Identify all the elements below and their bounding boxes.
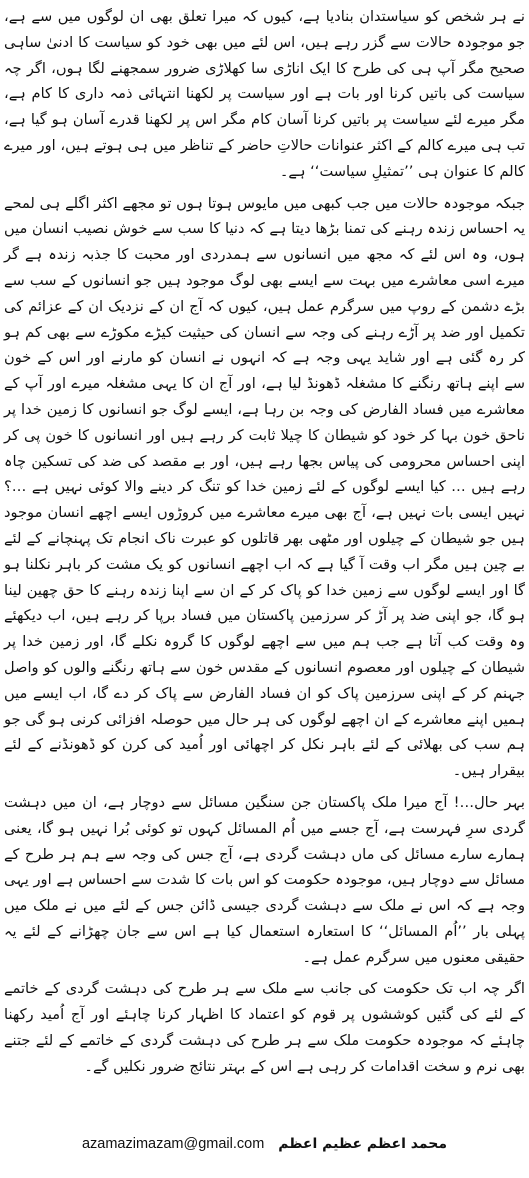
author-signature bbox=[0, 1136, 529, 1152]
article-paragraph-3: بہر حال…! آج میرا ملک پاکستان جن سنگین مسائل سے دوچار ہے، ان میں دہشت گردی سرِ فہرست ہے، آج جسے میں اُم المسائل کہوں تو کوئی بُرا نہیں ہو گا، یعنی ہمارے سارے مسائل کی ماں دہشت گردی ہے، آج جس کی وجہ سے ہم ہر طرح کے مسائل سے دوچار ہیں، موجودہ حکومت کو اس بات کا شدت سے احساس ہے اور یہی وجہ ہے کہ اس نے ملک سے دہشت گردی جیسی ڈائن جس کے لئے میں نے ملک میں پہلی بار ’’اُم المسائل‘‘ کا استعارہ استعمال کیا ہے اس سے جان چھڑانے کے لئے یہ حقیقی معنوں میں سرگرم عمل ہے۔ bbox=[4, 793, 525, 966]
author-name: محمد اعظم عظیم اعظم bbox=[278, 1136, 448, 1152]
article-paragraph-2: جبکہ موجودہ حالات میں جب کبھی میں مایوس ہوتا ہوں تو مجھے اکثر اگلے ہی لمحے یہ احساس زندہ رہنے کی تمنا بڑھا دیتا ہے کہ دنیا کا سب سے خوش نصیب انسان میں ہوں، وہ اس لئے کہ مجھ میں انسانوں سے ہمدردی اور محبت کا جذبہ زندہ ہے گر میرے اسی معاشرے میں بہت سے ایسے بھی لوگ موجود ہیں جو انسانوں کے سب سے بڑے دشمن کے روپ میں سرگرم عمل ہیں، کیوں کہ آج ان کے نزدیک ان کے عزائم کی تکمیل اور ضد پر آڑے رہنے کی وجہ سے انسان کی حیثیت کیڑے مکوڑے سے بھی کم ہو کر رہ گئی ہے اور شاید یہی وجہ ہے کہ انہوں نے انسان کو مارنے اور اس کے خون سے اپنے ہاتھ رنگنے کا مشغلہ ڈھونڈ لیا ہے، اور آج ان کا یہی مشغلہ میرے اور آپ کے معاشرے میں فساد الفارض کی وجہ بن رہا ہے، ایسے لوگ جو انسانوں کا زمین خدا پر ناحق خون بہا کر خود کو شیطان کا چیلا ثابت کر رہے ہیں اور انسانوں کا خون پی کر اپنی احساس محرومی کی پیاس بجھا رہے ہیں، اور بے مقصد کی ضد کی تسکین چاہ رہے ہیں … کیا ایسے لوگوں کے لئے زمین خدا کو تنگ کر دینے والا کوئی نہیں ہے …؟ نہیں ایسی بات نہیں ہے، آج بھی میرے معاشرے میں کروڑوں ایسے اچھے انسان موجود ہیں جو شیطان کے چیلوں اور مٹھی بھر قاتلوں کو عبرت ناک انجام تک پہنچانے کے لئے بے چین ہیں مگر اب وقت آ گیا ہے کہ اب اچھے انسانوں کو یک مشت کر باہر نکلنا ہو گا اور ایسے لوگوں سے زمین خدا کو پاک کر کے ان سے اپنا زندہ رہنے کا حق چھین لینا ہو گا، جو اپنی ضد پر آڑ کر سرزمین پاکستان میں فساد برپا کر رہے ہیں، اب دیکھئے وہ وقت کب آتا ہے جب ہم میں سے اچھے لوگوں کا گروہ نکلے گا، اور زمین خدا پر شیطان کے چیلوں اور معصوم انسانوں کے مقدس خون سے ہاتھ رنگنے والوں کو واصل جہنم کر کے اپنی سرزمین پاک کو ان فساد الفارض سے پاک کر دے گا، اب ایسے میں ہمیں اپنے معاشرے کے ان اچھے لوگوں کی ہر حال میں حوصلہ افزائی کرنی ہو گی جو ہم سب کی بھلائی کے لئے باہر نکل کر اچھائی اور اُمید کی کرن کو ڈھونڈنے کے لئے بیقرار ہیں۔ bbox=[4, 194, 525, 780]
author-email: azamazimazam@gmail.com bbox=[81, 1136, 265, 1152]
article-paragraph-1: نے ہر شخص کو سیاستدان بنادیا ہے، کیوں کہ میرا تعلق بھی ان لوگوں میں سے ہے، جو موجودہ حالات سے گزر رہے ہیں، اس لئے میں بھی خود کو سیاست کا ادنیٰ ساہی صحیح مگر آپ ہی کی طرح کا ایک اناڑی سا کھلاڑی ضرور سمجھنے لگا ہوں، اگر چہ سیاست کی باتیں کرنا اور بات ہے اور سیاست پر لکھنا انتہائی ذمہ داری کا کام ہے، مگر میرے لئے سیاست پر باتیں کرنا آسان کام مگر اس پر لکھنا قدرے آسان ہو گیا ہے، تب ہی میرے کالم کے اکثر عنوانات حالاتِ حاضر کے تناظر میں ہی ہوتے ہیں، اور میرے کالم کا عنوان ہی ’’تمثیلِ سیاست‘‘ ہے۔ bbox=[4, 8, 525, 180]
article-body bbox=[4, 4, 525, 1114]
article-paragraph-4: اگر چہ اب تک حکومت کی جانب سے ملک سے ہر طرح کی دہشت گردی کے خاتمے کے لئے کی گئیں کوششوں پر قوم کو اعتماد کا اظہار کرنا چاہئے اور آج اُمید رکھنا چاہئے کہ موجودہ حکومت ملک سے ہر طرح کی دہشت گردی کے خاتمے کے لئے جتنے بھی نرم و سخت اقدامات کر رہی ہے اس کے بہتر نتائج ضرور نکلیں گے۔ bbox=[4, 980, 525, 1075]
